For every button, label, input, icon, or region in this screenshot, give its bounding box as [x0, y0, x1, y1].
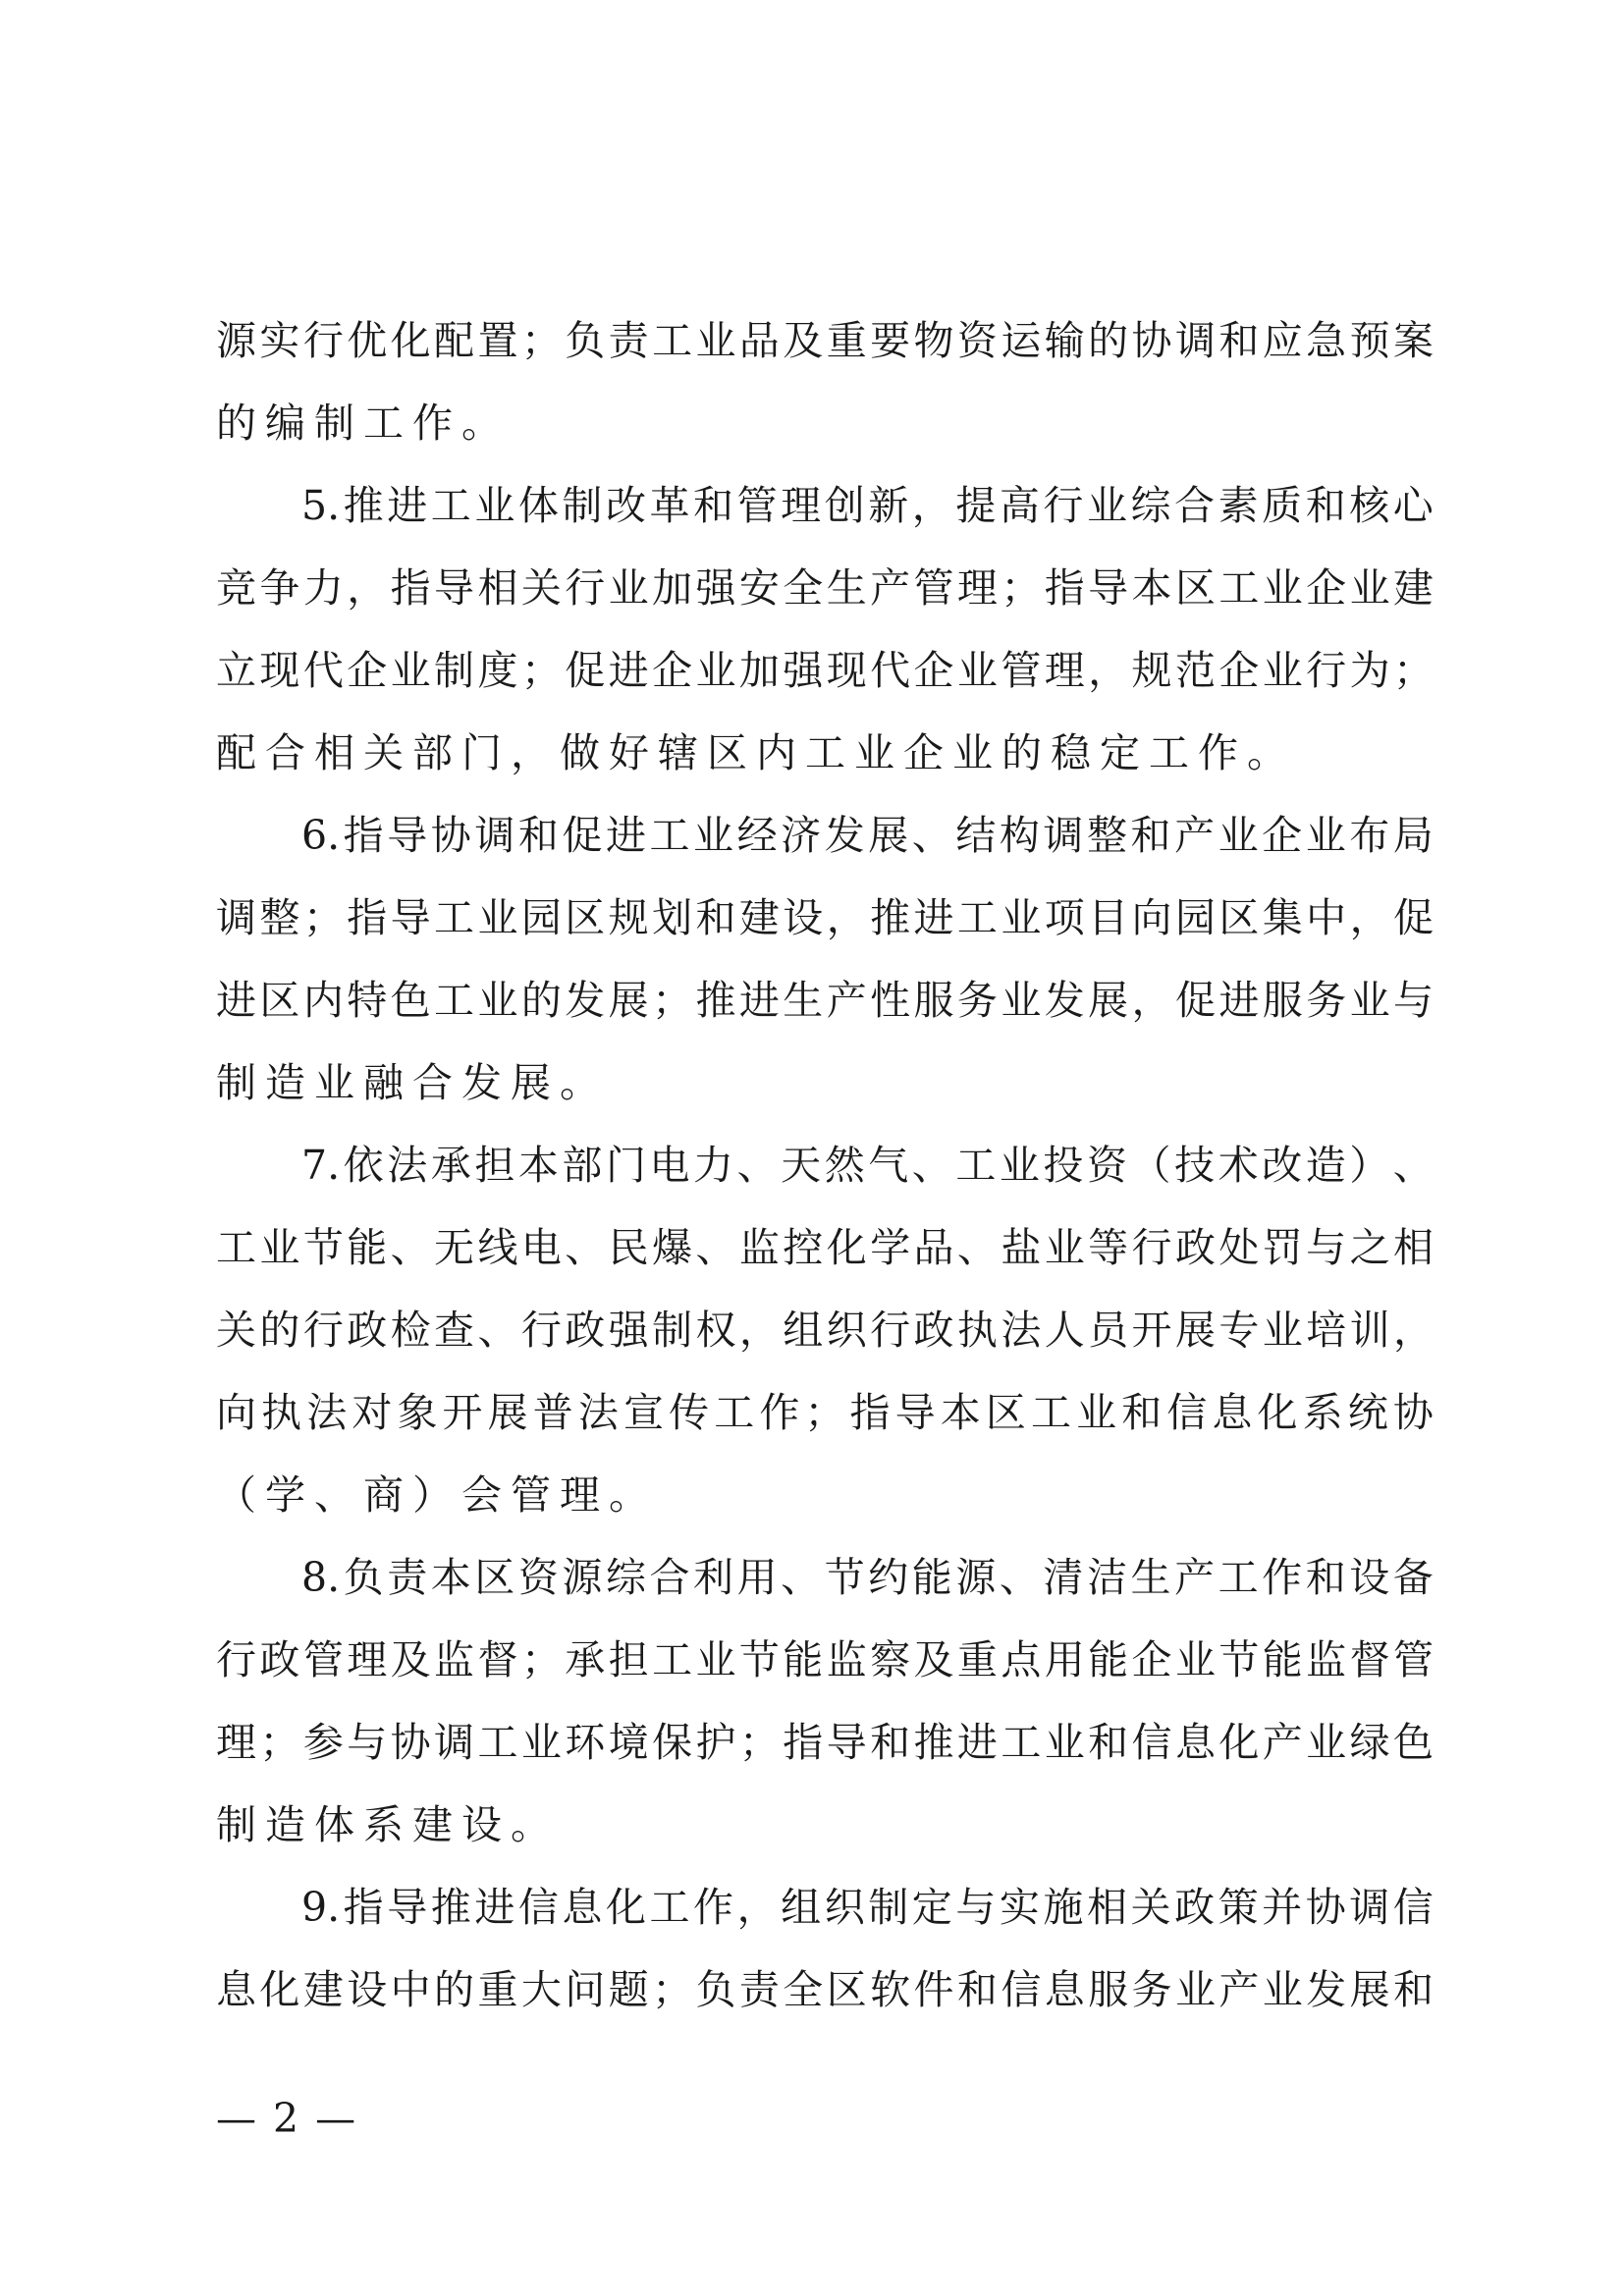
text-line: 的 编 制 工 作 。 [216, 400, 502, 447]
text-line: 调 整 ； 指 导 工 业 园 区 规 划 和 建 设 ， 推 进 工 业 项 目 向 园 区 集 中 ， 促 [216, 894, 1434, 941]
text-line: 工 业 节 能 、 无 线 电 、 民 爆 、 监 控 化 学 品 、 盐 业 等 行 政 处 罚 与 之 相 [216, 1224, 1434, 1271]
text-line: 竞 争 力 ， 指 导 相 关 行 业 加 强 安 全 生 产 管 理 ； 指 导 本 区 工 业 企 业 建 [216, 564, 1434, 612]
text-line: （ 学 、 商 ） 会 管 理 。 [216, 1471, 649, 1519]
text-line: 行 政 管 理 及 监 督 ； 承 担 工 业 节 能 监 察 及 重 点 用 能 企 业 节 能 监 督 管 [216, 1636, 1434, 1683]
text-line: 理 ； 参 与 协 调 工 业 环 境 保 护 ； 指 导 和 推 进 工 业 和 信 息 化 产 业 绿 色 [216, 1719, 1434, 1766]
text-line: 配 合 相 关 部 门 ， 做 好 辖 区 内 工 业 企 业 的 稳 定 工 作 。 [216, 729, 1287, 776]
text-line: 制 造 体 系 建 设 。 [216, 1801, 551, 1848]
text-line: 向 执 法 对 象 开 展 普 法 宣 传 工 作 ； 指 导 本 区 工 业 和 信 息 化 系 统 协 [216, 1389, 1434, 1436]
text-line: 进 区 内 特 色 工 业 的 发 展 ； 推 进 生 产 性 服 务 业 发 展 ， 促 进 服 务 业 与 [216, 977, 1434, 1024]
text-line: 关 的 行 政 检 查 、 行 政 强 制 权 ， 组 织 行 政 执 法 人 员 开 展 专 业 培 训 ， [216, 1307, 1434, 1354]
text-line: 9. 指 导 推 进 信 息 化 工 作 ， 组 织 制 定 与 实 施 相 关 政 策 并 协 调 信 [301, 1884, 1434, 1931]
text-line: 5. 推 进 工 业 体 制 改 革 和 管 理 创 新 ， 提 高 行 业 综 合 素 质 和 核 心 [301, 482, 1434, 529]
page-number: — 2 — [216, 2095, 358, 2142]
text-line: 息 化 建 设 中 的 重 大 问 题 ； 负 责 全 区 软 件 和 信 息 服 务 业 产 业 发 展 和 [216, 1966, 1434, 2013]
text-line: 6. 指 导 协 调 和 促 进 工 业 经 济 发 展 、 结 构 调 整 和 产 业 企 业 布 局 [301, 812, 1434, 859]
text-line: 制 造 业 融 合 发 展 。 [216, 1059, 600, 1106]
document-body [216, 299, 1434, 2031]
text-line: 源 实 行 优 化 配 置 ； 负 责 工 业 品 及 重 要 物 资 运 输 的 协 调 和 应 急 预 案 [216, 317, 1434, 364]
text-line: 立 现 代 企 业 制 度 ； 促 进 企 业 加 强 现 代 企 业 管 理 ， 规 范 企 业 行 为 ； [216, 647, 1434, 694]
text-line: 7. 依 法 承 担 本 部 门 电 力 、 天 然 气 、 工 业 投 资 （ 技 术 改 造 ） 、 [301, 1142, 1434, 1189]
text-line: 8. 负 责 本 区 资 源 综 合 利 用 、 节 约 能 源 、 清 洁 生 产 工 作 和 设 备 [301, 1554, 1434, 1601]
